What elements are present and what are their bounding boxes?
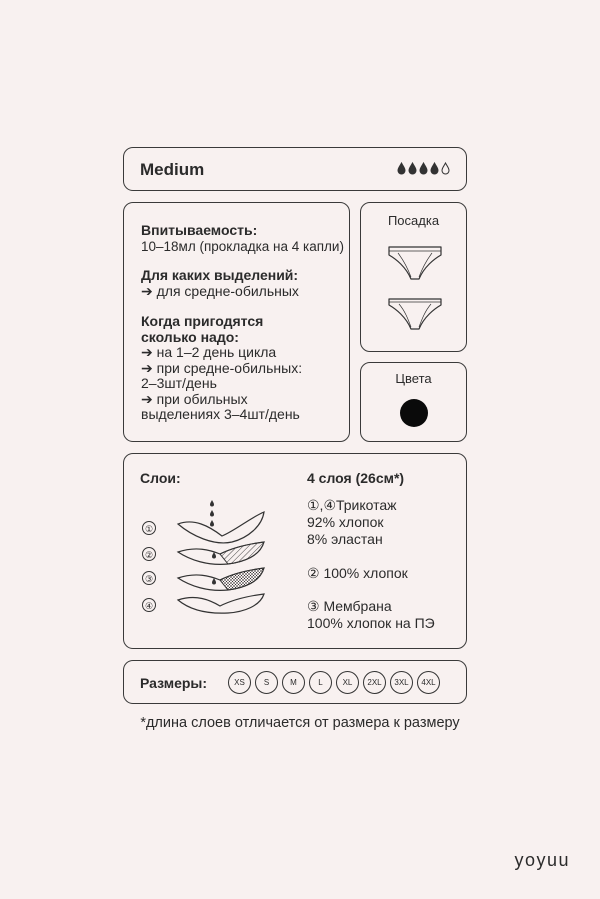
size-chip-2xl[interactable]: 2XL [363, 671, 386, 694]
low-waist-briefs-icon [386, 295, 444, 335]
when-info [141, 314, 346, 423]
material-cotton [307, 565, 408, 582]
when-heading: Когда пригодятся [141, 313, 264, 329]
layer-number: ③ [142, 571, 156, 585]
discharge-text: ➔ для средне-обильных [141, 282, 299, 299]
drop-outline-icon [441, 162, 450, 175]
size-chip-3xl[interactable]: 3XL [390, 671, 413, 694]
size-chip-l[interactable]: L [309, 671, 332, 694]
layers-title: Слои: [140, 470, 181, 486]
absorbency-text: 10–18мл (прокладка на 4 капли) [141, 238, 344, 254]
color-card [360, 362, 467, 442]
layer-number: ① [142, 521, 156, 535]
sizes-list [228, 671, 440, 694]
absorbency-heading: Впитываемость: [141, 222, 258, 238]
size-chip-4xl[interactable]: 4XL [417, 671, 440, 694]
sizes-card [123, 660, 467, 704]
material-membrane [307, 598, 435, 632]
material-line: ③ Мембрана [307, 598, 392, 614]
discharge-info [141, 268, 346, 299]
drop-icon [430, 162, 439, 175]
color-title: Цвета [395, 371, 432, 386]
material-line: ①,④Трикотаж [307, 497, 397, 513]
layers-illustration [174, 496, 269, 616]
fit-card [360, 202, 467, 352]
size-chip-s[interactable]: S [255, 671, 278, 694]
layer-number: ④ [142, 598, 156, 612]
layers-card [123, 453, 467, 649]
footnote: *длина слоев отличается от размера к размеру [140, 715, 460, 731]
fit-title: Посадка [387, 213, 440, 228]
layer-number: ② [142, 547, 156, 561]
absorbency-info [141, 223, 346, 254]
absorbency-drops [397, 162, 450, 175]
layers-count: 4 слоя (26см*) [307, 470, 405, 486]
size-chip-m[interactable]: M [282, 671, 305, 694]
brand-logo: yoyuu [514, 850, 570, 870]
sizes-label: Размеры: [140, 675, 208, 691]
when-line: 2–3шт/день [141, 375, 217, 391]
when-line: ➔ при средне-обильных: [141, 359, 303, 376]
material-line: 100% хлопок на ПЭ [307, 615, 435, 631]
size-chip-xl[interactable]: XL [336, 671, 359, 694]
when-line: ➔ на 1–2 день цикла [141, 344, 277, 360]
discharge-heading: Для каких выделений: [141, 267, 299, 283]
material-line: 8% эластан [307, 531, 383, 547]
drop-icon [210, 500, 214, 527]
absorbency-title: Medium [140, 160, 205, 179]
when-line: выделениях 3–4шт/день [141, 406, 300, 422]
drop-icon [397, 162, 406, 175]
material-line: ② 100% хлопок [307, 565, 408, 581]
material-line: 92% хлопок [307, 514, 384, 530]
info-card [123, 202, 350, 442]
high-waist-briefs-icon [386, 243, 444, 283]
drop-icon [408, 162, 417, 175]
when-line: ➔ при обильных [141, 390, 248, 407]
material-knit [307, 497, 397, 548]
drop-icon [419, 162, 428, 175]
size-chip-xs[interactable]: XS [228, 671, 251, 694]
color-swatch-black[interactable] [400, 399, 428, 427]
when-heading: сколько надо: [141, 328, 239, 345]
absorbency-card [123, 147, 467, 191]
